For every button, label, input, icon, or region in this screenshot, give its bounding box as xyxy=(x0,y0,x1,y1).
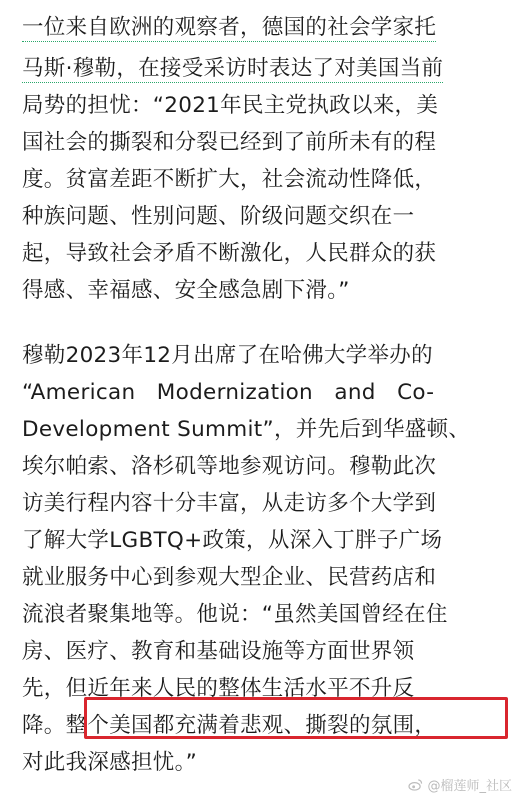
paragraph-line: 降。整个美国都充满着悲观、撕裂的氛围， xyxy=(22,713,437,738)
highlight-box xyxy=(84,697,508,739)
underlined-text: 马斯·穆勒，在接受采访时表达了对美国当前 xyxy=(22,56,444,81)
watermark-text: @榴莲师_社区 xyxy=(427,779,512,794)
paragraph-line: 局势的担忧：“2021年民主党执政以来，美 xyxy=(22,93,439,118)
paragraph-line: 房、医疗、教育和基础设施等方面世界领 xyxy=(22,639,415,664)
paragraph-line: 对此我深感担忧。” xyxy=(22,750,198,775)
paragraph-line: 访美行程内容十分丰富，从走访多个大学到 xyxy=(22,491,437,516)
paragraph-line: 得感、幸福感、安全感急剧下滑。” xyxy=(22,278,350,303)
paragraph-line: 穆勒2023年12月出席了在哈佛大学举办的 xyxy=(22,343,433,368)
paragraph-line: 了解大学LGBTQ+政策，从深入丁胖子广场 xyxy=(22,528,443,553)
paragraph-line xyxy=(22,14,436,42)
weibo-icon xyxy=(408,778,423,791)
paragraph-line: 起，导致社会矛盾不断激化，人民群众的获 xyxy=(22,241,437,266)
paragraph-line: 国社会的撕裂和分裂已经到了前所未有的程 xyxy=(22,130,437,155)
paragraph-line: Development Summit”，并先后到华盛顿、 xyxy=(22,417,471,442)
paragraph-line: 流浪者聚集地等。他说：“虽然美国曾经在住 xyxy=(22,602,448,627)
paragraph-line xyxy=(22,55,443,83)
paragraph-line: 就业服务中心到参观大型企业、民营药店和 xyxy=(22,565,437,590)
paragraph-line: 度。贫富差距不断扩大，社会流动性降低， xyxy=(22,167,437,192)
paragraph-line: 埃尔帕索、洛杉矶等地参观访问。穆勒此次 xyxy=(22,454,437,479)
underlined-text: 一位来自欧洲的观察者，德国的社会学家托 xyxy=(22,15,437,40)
paragraph-line: 种族问题、性别问题、阶级问题交织在一 xyxy=(22,204,415,229)
watermark xyxy=(408,775,512,794)
paragraph-line: “American Modernization and Co- xyxy=(22,380,435,405)
paragraph-line: 先，但近年来人民的整体生活水平不升反 xyxy=(22,676,415,701)
